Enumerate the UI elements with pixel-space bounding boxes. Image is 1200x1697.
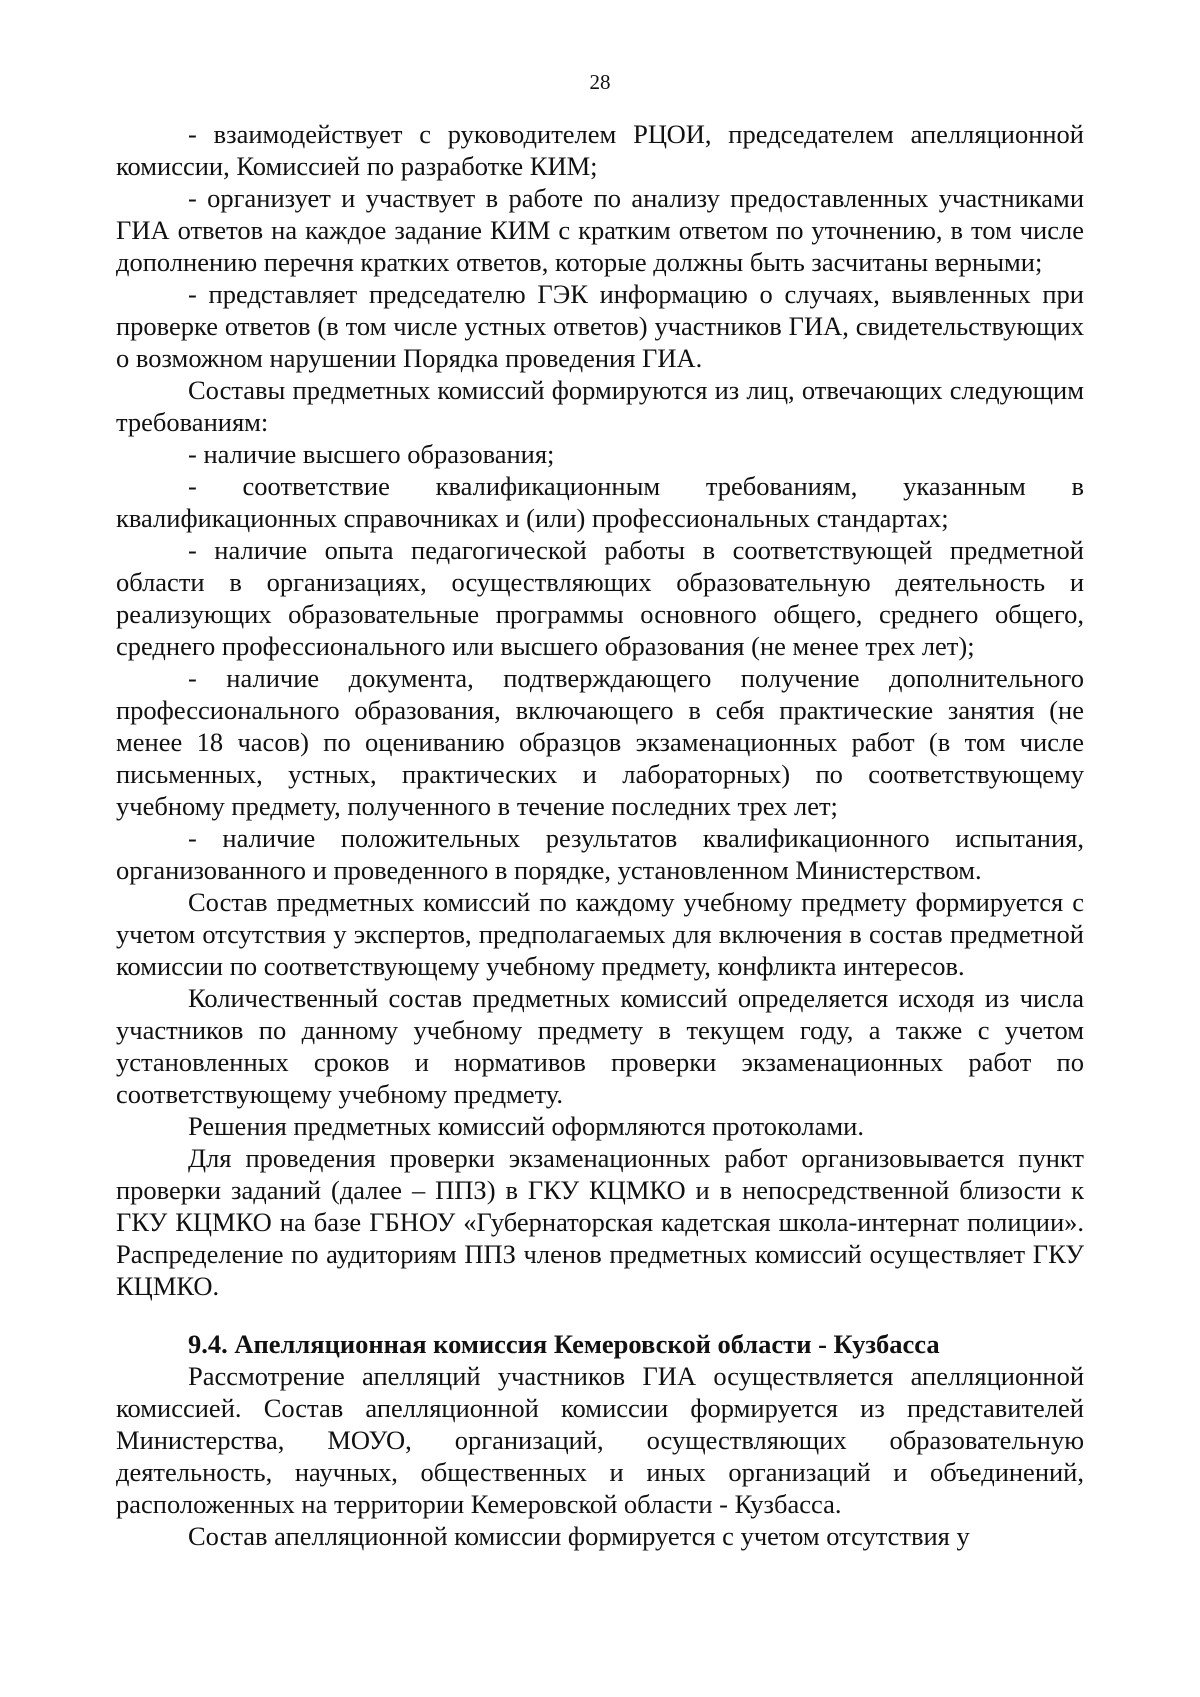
paragraph-report-duty: - представляет председателю ГЭК информацию о случаях, выявленных при проверке ответов (в том числе устных ответов) участников ГИА, свидетельствующих о возможном нарушении Порядка проведения ГИА.: [116, 279, 1084, 373]
paragraph-appeals-composition: Состав апелляционной комиссии формируется с учетом отсутствия у: [188, 1521, 970, 1551]
list-item-qualification-test: - наличие положительных результатов квалификационного испытания, организованного и проведенного в порядке, установленном Министерством.: [116, 823, 1084, 885]
paragraph-requirements-intro: Составы предметных комиссий формируются из лиц, отвечающих следующим требованиям:: [116, 375, 1084, 437]
paragraph-interaction-duty: - взаимодействует с руководителем РЦОИ, председателем апелляционной комиссии, Комиссией по разработке КИМ;: [116, 119, 1084, 181]
list-item-qualification: - соответствие квалификационным требованиям, указанным в квалификационных справочниках и (или) профессиональных стандартах;: [116, 471, 1084, 533]
section-heading: 9.4. Апелляционная комиссия Кемеровской области - Кузбасса: [188, 1329, 940, 1359]
page-number: 28: [589, 70, 611, 94]
paragraph-protocols: Решения предметных комиссий оформляются протоколами.: [188, 1111, 864, 1141]
list-item-teaching-experience: - наличие опыта педагогической работы в соответствующей предметной области в организациях, осуществляющих образовательную деятельность и реализующих образовательные программы основного общего, среднего общего, среднего профессионального или высшего образования (не менее трех лет);: [116, 535, 1084, 661]
list-item-additional-training: - наличие документа, подтверждающего получение дополнительного профессионального образования, включающего в себя практические занятия (не менее 18 часов) по оцениванию образцов экзаменационных работ (в том числе письменных, устных, практических и лабораторных) по соответствующему учебному предмету, полученного в течение последних трех лет;: [116, 663, 1084, 821]
paragraph-conflict-of-interest: Состав предметных комиссий по каждому учебному предмету формируется с учетом отсутствия у экспертов, предполагаемых для включения в состав предметной комиссии по соответствующему учебному предмету, конфликта интересов.: [116, 887, 1084, 981]
paragraph-analysis-duty: - организует и участвует в работе по анализу предоставленных участниками ГИА ответов на каждое задание КИМ с кратким ответом по уточнению, в том числе дополнению перечня кратких ответов, которые должны быть засчитаны верными;: [116, 183, 1084, 277]
paragraph-appeals-commission: Рассмотрение апелляций участников ГИА осуществляется апелляционной комиссией. Состав апелляционной комиссии формируется из представителей Министерства, МОУО, организаций, осуществляющих образовательную деятельность, научных, общественных и иных организаций и объединений, расположенных на территории Кемеровской области - Кузбасса.: [116, 1361, 1084, 1519]
paragraph-quantitative-composition: Количественный состав предметных комиссий определяется исходя из числа участников по данному учебному предмету в текущем году, а также с учетом установленных сроков и нормативов проверки экзаменационных работ по соответствующему учебному предмету.: [116, 983, 1084, 1109]
paragraph-checking-point: Для проведения проверки экзаменационных работ организовывается пункт проверки заданий (далее – ППЗ) в ГКУ КЦМКО и в непосредственной близости к ГКУ КЦМКО на базе ГБНОУ «Губернаторская кадетская школа-интернат полиции». Распределение по аудиториям ППЗ членов предметных комиссий осуществляет ГКУ КЦМКО.: [116, 1143, 1084, 1301]
list-item-higher-education: - наличие высшего образования;: [188, 439, 555, 469]
document-body: [116, 118, 1084, 1552]
